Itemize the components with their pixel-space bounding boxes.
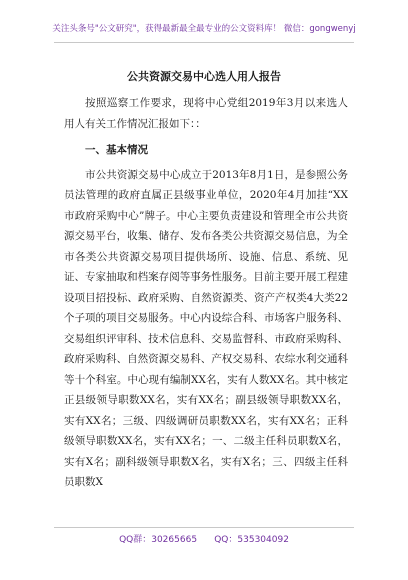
intro-paragraph: 按照巡察工作要求，现将中心党组2019年3月以来选人用人有关工作情况汇报如下：： (64, 97, 348, 130)
footer-qq-group: QQ群：30265665 (119, 535, 198, 545)
section-body-paragraph: 市公共资源交易中心成立于2013年8月1日，是参照公务员法管理的政府直属正县级事业单位，2020年4月加挂“XX市政府采购中心”牌子。中心主要负责建设和管理全市公共资源交易平台，收集、储存、发布各类公共资源交易信息，为全市各类公共资源交易项目提供场所、设施、信息、系统、见证、专家抽取和档案存阅等事务性服务。目前主要开展工程建设项目招投标、政府采购、自然资源类、资产产权类4大类22个子项的项目交易服务。中心内设综合科、市场客户服务科、交易组织评审科、技术信息科、交易监督科、市政府采购科、政府采购科、自然资源交易科、产权交易科、农综水利交通科等十个科室。中心现有编制XX名，实有人数XX名。其中核定正县级领导职数XX名，实有XX名；副县级领导职数XX名，实有XX名；三级、四级调研员职数XX名，实有XX名；正科级领导职数XX名，实有XX名；一、二级主任科员职数X名，实有X名；副科级领导职数X名，实有X名；三、四级主任科员职数X (64, 168, 348, 488)
footer-qq: QQ：535304092 (214, 535, 289, 545)
page-header-watermark: 关注头条号"公文研究"，获得最新最全最专业的公文资料库！ 微信：gongwenyj (52, 24, 356, 34)
page-footer (0, 532, 408, 545)
header-divider (54, 42, 354, 43)
section-heading-basic-info: 一、基本情况 (85, 144, 148, 156)
document-title: 公共资源交易中心选人用人报告 (127, 70, 281, 83)
document-body (64, 93, 348, 493)
footer-divider (54, 527, 354, 528)
